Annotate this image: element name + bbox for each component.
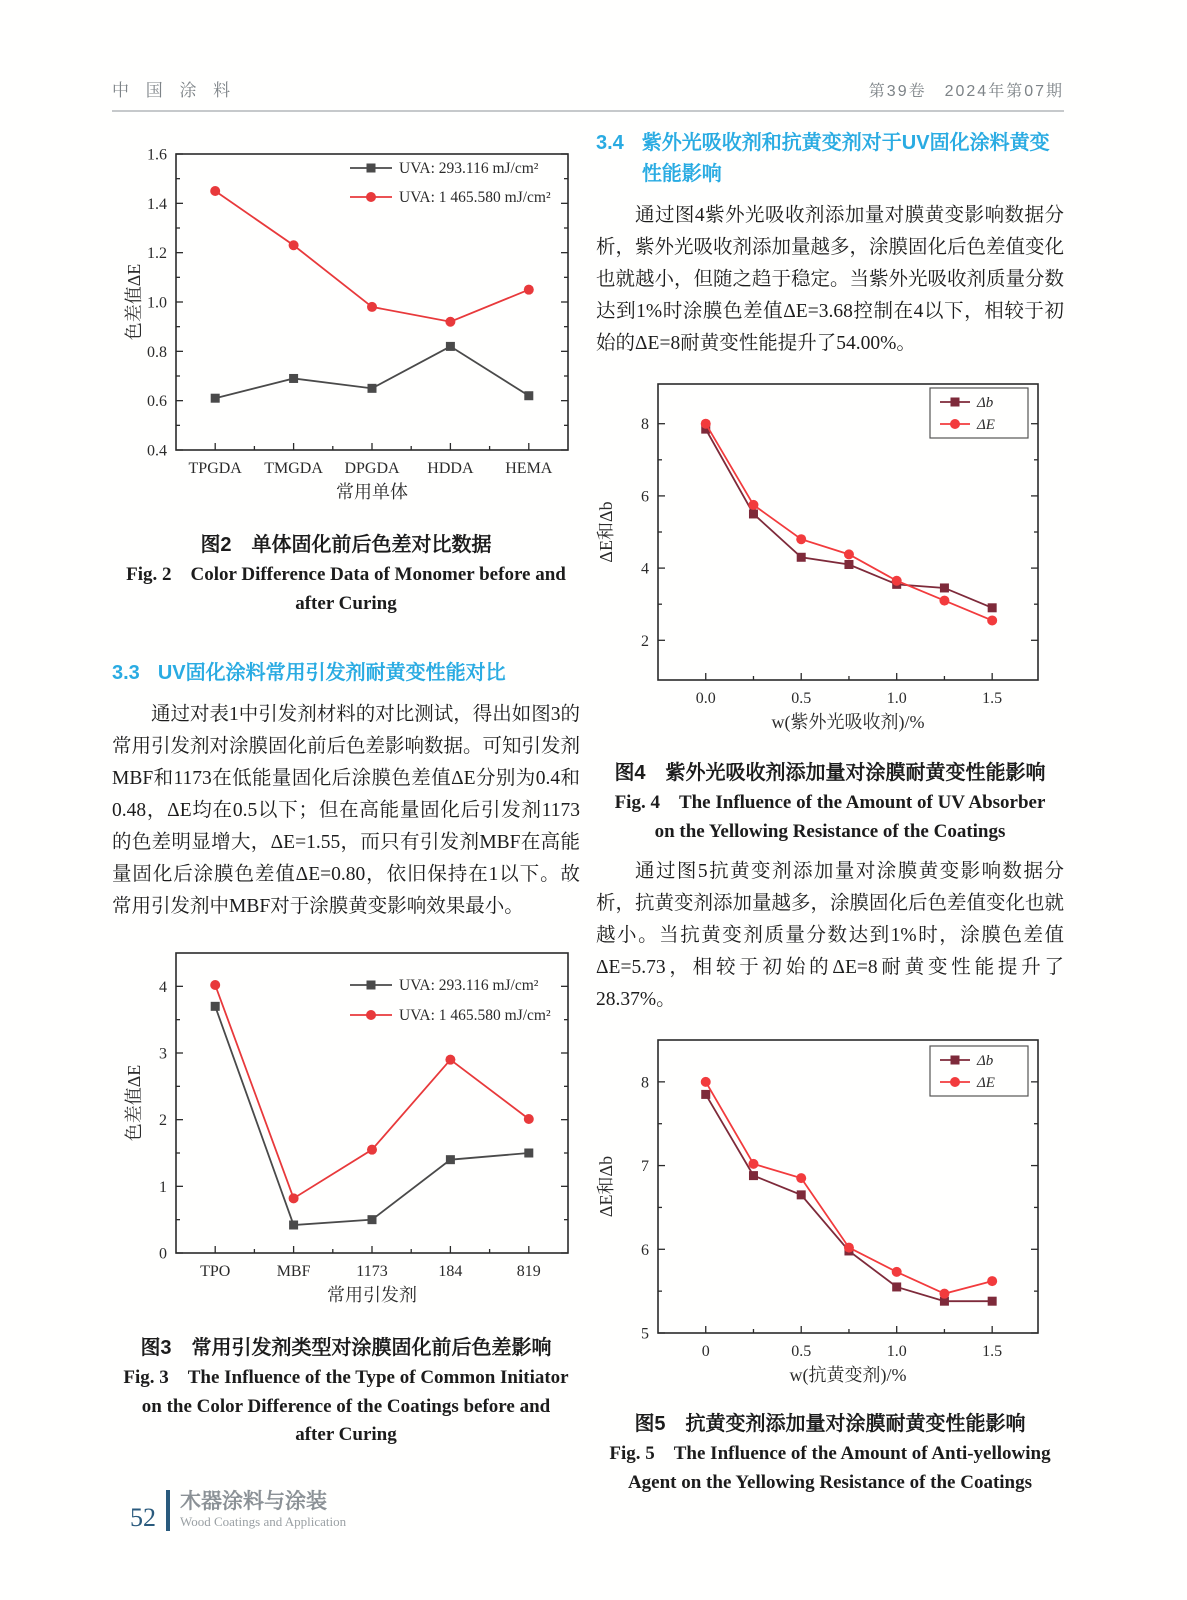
svg-text:1: 1 [159,1178,167,1196]
svg-text:Δb: Δb [977,395,994,411]
fig5-caption-cn: 图5 抗黄变剂添加量对涂膜耐黄变性能影响 [634,1413,1026,1435]
figure-4 [596,368,1064,846]
section-3-3-number: 3.3 [112,662,140,684]
section-3-4-heading [596,128,1064,190]
svg-text:0.8: 0.8 [147,343,167,361]
svg-text:0: 0 [701,1343,710,1360]
page-header [112,76,1064,112]
fig4-line-chart [596,368,1056,756]
svg-text:TMGDA: TMGDA [264,460,323,477]
svg-text:1173: 1173 [356,1263,388,1280]
svg-text:常用单体: 常用单体 [336,482,408,502]
svg-text:184: 184 [438,1263,463,1280]
svg-text:TPO: TPO [200,1263,231,1280]
svg-text:UVA: 1 465.580 mJ/cm²: UVA: 1 465.580 mJ/cm² [399,1007,551,1024]
figure-5 [596,1022,1064,1497]
fig5-line-chart [596,1022,1056,1407]
fig3-caption-en: Fig. 3 The Influence of the Type of Common Initiator on the Color Difference of the Coatings before and after Curing [123,1367,569,1445]
svg-text:6: 6 [641,1241,649,1259]
svg-text:0.6: 0.6 [147,393,167,411]
column-right [596,122,1064,1497]
svg-text:w(紫外光吸收剂)/%: w(紫外光吸收剂)/% [771,712,925,732]
svg-text:1.5: 1.5 [982,690,1003,707]
svg-text:TPGDA: TPGDA [188,460,242,477]
svg-text:UVA: 293.116 mJ/cm²: UVA: 293.116 mJ/cm² [399,160,539,177]
journal-name: 中 国 涂 料 [112,81,237,100]
svg-text:Δb: Δb [977,1053,994,1069]
svg-text:2: 2 [641,632,649,650]
svg-text:1.6: 1.6 [147,146,167,164]
fig3-line-chart [124,939,584,1331]
fig5-caption-en: Fig. 5 The Influence of the Amount of Anti-yellowing Agent on the Yellowing Resistance of the Coatings [609,1443,1051,1493]
svg-text:8: 8 [641,416,649,434]
svg-text:7: 7 [641,1158,649,1176]
svg-text:0.4: 0.4 [147,442,167,460]
svg-text:0.5: 0.5 [791,690,812,707]
fig2-caption-en: Fig. 2 Color Difference Data of Monomer before and after Curing [126,564,566,614]
footer-journal-en: Wood Coatings and Application [180,1514,347,1530]
footer-divider [166,1490,170,1531]
figure-2 [112,136,580,618]
svg-text:1.0: 1.0 [147,294,167,312]
svg-text:3: 3 [159,1045,167,1063]
section-3-4-number: 3.4 [596,132,624,154]
svg-text:HDDA: HDDA [427,460,474,477]
fig4-caption-en: Fig. 4 The Influence of the Amount of UV Absorber on the Yellowing Resistance of the Coatings [614,792,1046,842]
svg-text:常用引发剂: 常用引发剂 [327,1285,417,1305]
fig2-line-chart [124,136,584,528]
svg-text:ΔE: ΔE [977,417,995,433]
svg-text:0: 0 [159,1245,167,1263]
page-number: 52 [130,1503,156,1533]
footer-journal-cn: 木器涂料与涂装 [180,1490,327,1513]
figure-3 [112,939,580,1450]
svg-text:1.5: 1.5 [982,1343,1003,1360]
section-3-4-title: 紫外光吸收剂和抗黄变剂对于UV固化涂料黄变性能影响 [641,132,1050,185]
column-left [112,128,580,1450]
fig3-caption-cn: 图3 常用引发剂类型对涂膜固化前后色差影响 [140,1337,552,1359]
svg-text:1.0: 1.0 [886,690,907,707]
svg-text:DPGDA: DPGDA [344,460,400,477]
section-3-4-paragraph-2: 通过图5抗黄变剂添加量对涂膜黄变影响数据分析，抗黄变剂添加量越多，涂膜固化后色差值变化也就越小。当抗黄变剂质量分数达到1%时，涂膜色差值ΔE=5.73，相较于初始的ΔE=8耐黄变性能提升了28.37%。 [596,861,1065,1010]
fig4-caption-cn: 图4 紫外光吸收剂添加量对涂膜耐黄变性能影响 [614,762,1046,784]
svg-text:色差值ΔE: 色差值ΔE [124,1064,144,1142]
svg-text:1.4: 1.4 [147,195,167,213]
svg-text:色差值ΔE: 色差值ΔE [124,263,144,341]
section-3-3-title: UV固化涂料常用引发剂耐黄变性能对比 [157,662,506,684]
svg-text:2: 2 [159,1112,167,1130]
svg-text:1.0: 1.0 [886,1343,907,1360]
issue-info: 第39卷 2024年第07期 [868,83,1064,100]
svg-text:UVA: 1 465.580 mJ/cm²: UVA: 1 465.580 mJ/cm² [399,189,551,206]
svg-text:HEMA: HEMA [505,460,553,477]
svg-text:ΔE和Δb: ΔE和Δb [596,501,616,563]
svg-text:w(抗黄变剂)/%: w(抗黄变剂)/% [789,1365,907,1385]
svg-text:ΔE和Δb: ΔE和Δb [596,1155,616,1218]
section-3-4-paragraph-1: 通过图4紫外光吸收剂添加量对膜黄变影响数据分析，紫外光吸收剂添加量越多，涂膜固化后色差值变化也就越小，但随之趋于稳定。当紫外光吸收剂质量分数达到1%时涂膜色差值ΔE=3.68控制在4以下，相较于初始的ΔE=8耐黄变性能提升了54.00%。 [596,205,1065,354]
svg-text:ΔE: ΔE [977,1075,995,1091]
svg-text:4: 4 [159,978,167,996]
svg-text:UVA: 293.116 mJ/cm²: UVA: 293.116 mJ/cm² [399,977,539,994]
footer-journal-block [180,1490,346,1531]
svg-text:1.2: 1.2 [147,245,167,263]
page-footer [130,1490,346,1531]
fig2-caption-cn: 图2 单体固化前后色差对比数据 [200,534,492,556]
svg-text:4: 4 [641,560,649,578]
section-3-3-paragraph: 通过对表1中引发剂材料的对比测试，得出如图3的常用引发剂对涂膜固化前后色差影响数据。可知引发剂MBF和1173在低能量固化后涂膜色差值ΔE分别为0.4和0.48，ΔE均在0.5以下；但在高能量固化后引发剂1173的色差明显增大，ΔE=1.55，而只有引发剂MBF在高能量固化后涂膜色差值ΔE=0.80，依旧保持在1以下。故常用引发剂中MBF对于涂膜黄变影响效果最小。 [112,704,581,917]
svg-text:5: 5 [641,1325,649,1343]
svg-text:819: 819 [516,1263,541,1280]
svg-text:MBF: MBF [276,1263,311,1280]
section-3-3-heading [112,658,580,689]
svg-text:6: 6 [641,488,649,506]
svg-text:0.0: 0.0 [695,690,716,707]
svg-text:8: 8 [641,1074,649,1092]
svg-text:0.5: 0.5 [791,1343,812,1360]
